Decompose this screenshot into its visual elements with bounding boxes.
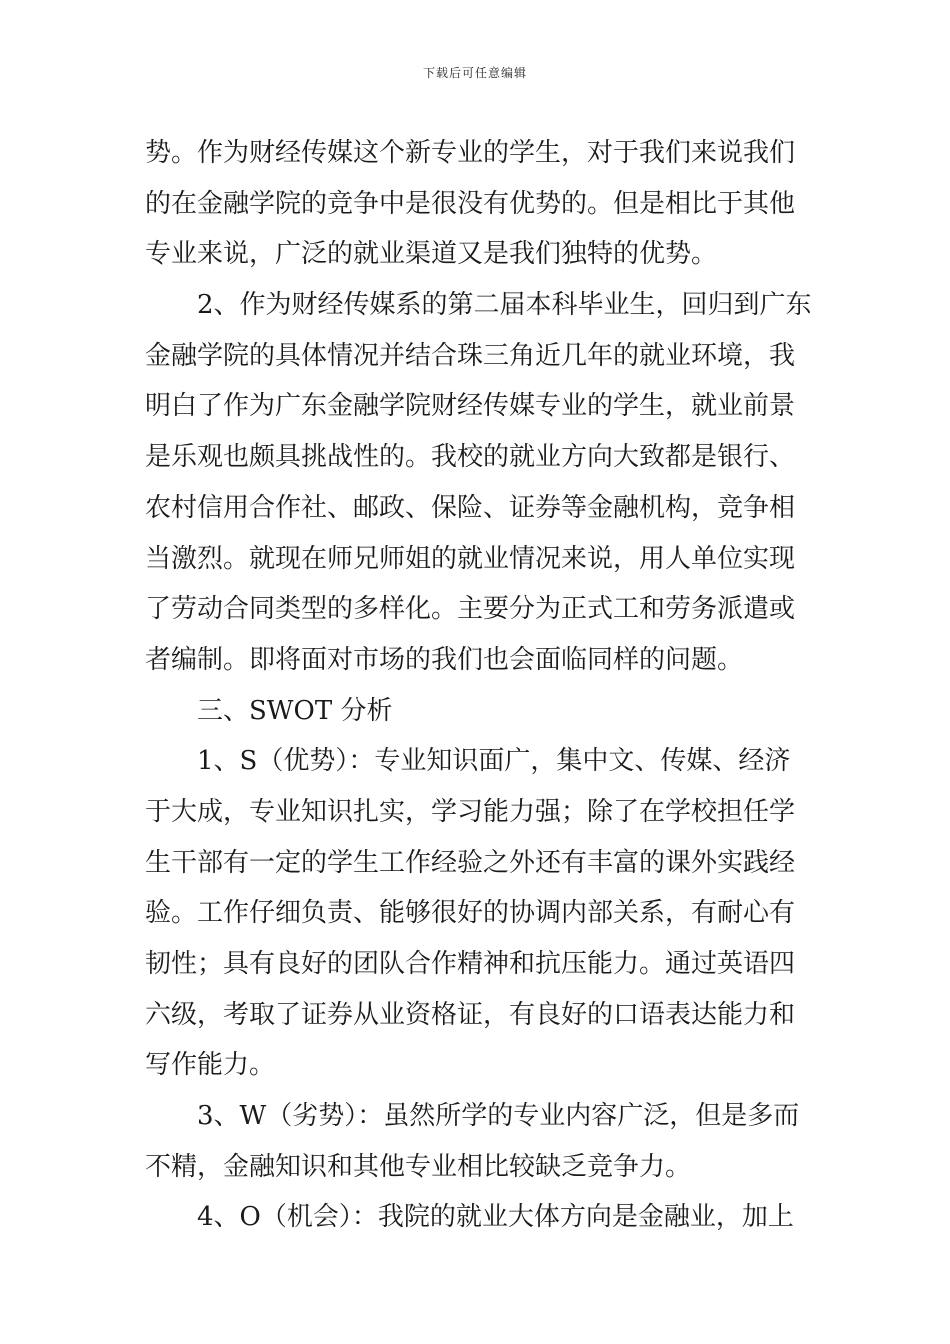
text-line: 三、SWOT 分析 <box>197 695 393 726</box>
text-line: 写作能力。 <box>145 1050 276 1081</box>
text-line: 2、作为财经传媒系的第二届本科毕业生，回归到广东 <box>197 290 812 321</box>
text-line: 于大成，专业知识扎实，学习能力强；除了在学校担任学 <box>145 796 796 827</box>
text-line: 3、W（劣势）：虽然所学的专业内容广泛，但是多而 <box>197 1101 800 1132</box>
text-line: 不精，金融知识和其他专业相比较缺乏竞争力。 <box>145 1151 692 1182</box>
text-line: 六级，考取了证券从业资格证，有良好的口语表达能力和 <box>145 999 796 1030</box>
text-line: 明白了作为广东金融学院财经传媒专业的学生，就业前景 <box>145 391 796 422</box>
text-line: 专业来说，广泛的就业渠道又是我们独特的优势。 <box>145 239 718 270</box>
text-line: 金融学院的具体情况并结合珠三角近几年的就业环境，我 <box>145 340 796 371</box>
text-line: 农村信用合作社、邮政、保险、证券等金融机构，竞争相 <box>145 492 796 523</box>
page-header: 下载后可任意编辑 <box>422 66 527 80</box>
text-line: 验。工作仔细负责、能够很好的协调内部关系，有耐心有 <box>145 898 796 929</box>
text-line: 1、S（优势）：专业知识面广，集中文、传媒、经济 <box>197 746 791 777</box>
text-line: 者编制。即将面对市场的我们也会面临同样的问题。 <box>145 644 744 675</box>
document-body <box>145 128 810 1243</box>
text-line: 了劳动合同类型的多样化。主要分为正式工和劳务派遣或 <box>145 594 796 625</box>
text-line: 当激烈。就现在师兄师姐的就业情况来说，用人单位实现 <box>145 543 796 574</box>
text-line: 的在金融学院的竞争中是很没有优势的。但是相比于其他 <box>145 188 796 219</box>
text-line: 是乐观也颇具挑战性的。我校的就业方向大致都是银行、 <box>145 442 796 473</box>
text-line: 4、O（机会）：我院的就业大体方向是金融业，加上 <box>197 1202 794 1233</box>
text-line: 势。作为财经传媒这个新专业的学生，对于我们来说我们 <box>145 138 796 168</box>
text-line: 韧性；具有良好的团队合作精神和抗压能力。通过英语四 <box>145 949 796 979</box>
text-line: 生干部有一定的学生工作经验之外还有丰富的课外实践经 <box>145 847 796 878</box>
